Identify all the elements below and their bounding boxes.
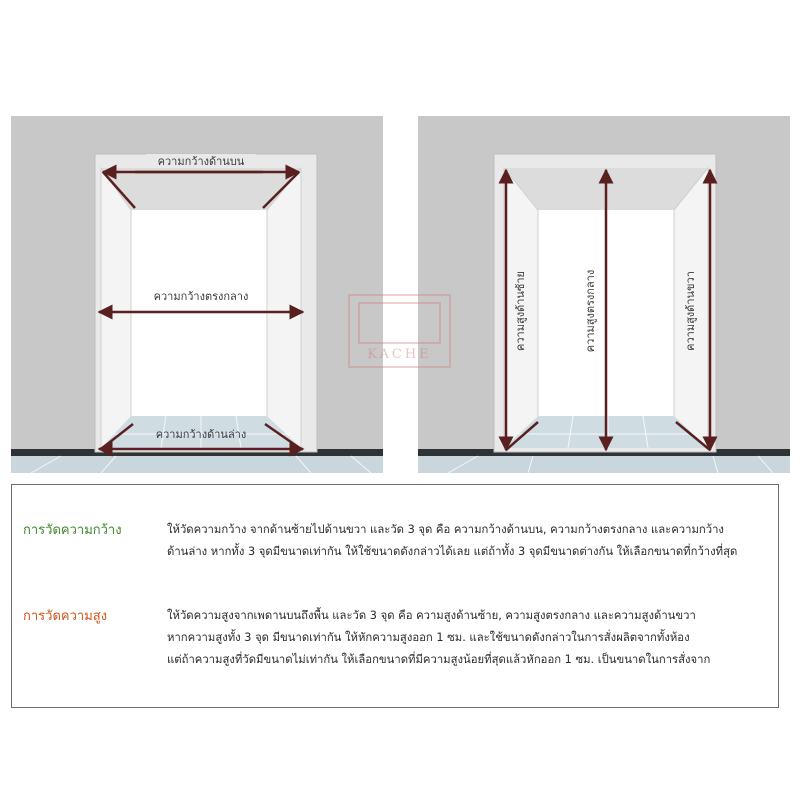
height-instruction-text	[167, 605, 766, 671]
instructions-box	[11, 484, 779, 708]
watermark-mark	[358, 302, 441, 344]
height-instruction-line: หากความสูงทั้ง 3 จุด มีขนาดเท่ากัน ให้หักความสูงออก 1 ซม. และใช้ขนาดดังกล่าวในการสั่งผลิตจากทั้งห้อง	[167, 631, 690, 644]
middle-height-label: ความสูงตรงกลาง	[584, 269, 597, 353]
width-instruction-heading: การวัดความกว้าง	[23, 523, 122, 538]
left-height-label: ความสูงด้านซ้าย	[514, 271, 527, 351]
height-diagram-svg	[418, 116, 790, 473]
top-width-label: ความกว้างด้านบน	[157, 155, 245, 168]
width-measurement-diagram	[11, 116, 383, 473]
width-instruction-line: ด้านล่าง หากทั้ง 3 จุดมีขนาดเท่ากัน ให้ใช้ขนาดดังกล่าวได้เลย แต่ถ้าทั้ง 3 จุดมีขนาดต่างกัน ให้เลือกขนาดที่กว้างที่สุด	[167, 545, 738, 558]
right-reveal	[267, 168, 301, 448]
height-instruction-heading: การวัดความสูง	[23, 609, 108, 624]
width-instruction-text	[167, 519, 766, 563]
watermark-text: KACHE	[367, 347, 432, 362]
bottom-width-label: ความกว้างด้านล่าง	[155, 428, 247, 441]
width-instruction-line: ให้วัดความกว้าง จากด้านซ้ายไปด้านขวา และวัด 3 จุด คือ ความกว้างด้านบน, ความกว้างตรงกลาง และความกว้าง	[167, 523, 724, 536]
height-instruction-line: แต่ถ้าความสูงที่วัดมีขนาดไม่เท่ากัน ให้เลือกขนาดที่มีความสูงน้อยที่สุดแล้วหักออก 1 ซม. เป็นขนาดในการสั่งจาก	[167, 653, 711, 666]
floor	[11, 456, 383, 473]
height-instruction-line: ให้วัดความสูงจากเพดานบนถึงพื้น และวัด 3 จุด คือ ความสูงด้านซ้าย, ความสูงตรงกลาง และความสูงด้านขวา	[167, 609, 696, 622]
left-reveal	[101, 168, 131, 448]
height-measurement-diagram	[418, 116, 790, 473]
right-height-label: ความสูงด้านขวา	[684, 271, 697, 351]
middle-width-label: ความกว้างตรงกลาง	[153, 290, 249, 303]
width-diagram-svg	[11, 116, 383, 473]
watermark-logo	[348, 294, 451, 368]
